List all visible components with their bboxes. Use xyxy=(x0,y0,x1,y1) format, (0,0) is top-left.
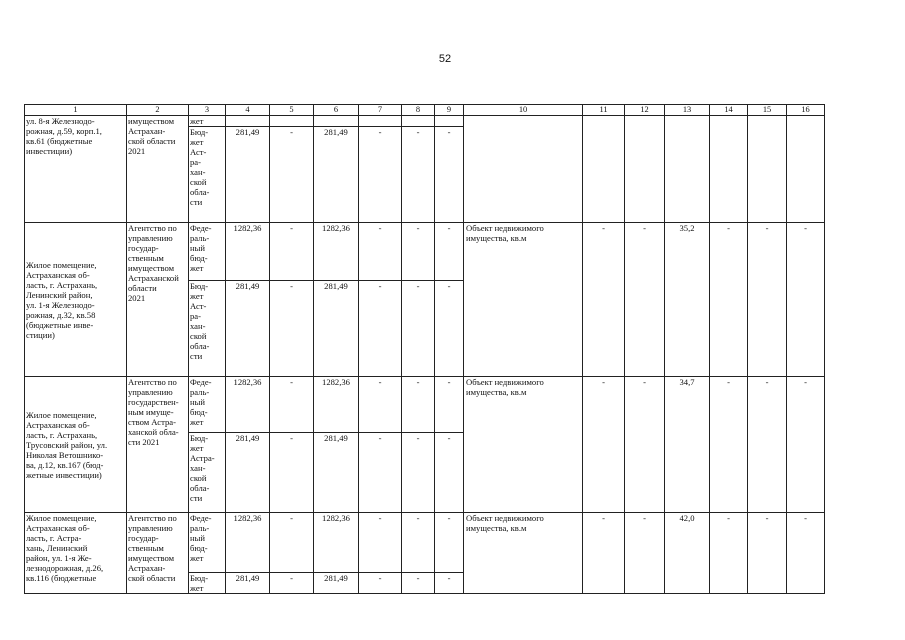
amount-col8: - xyxy=(402,377,435,433)
column-number: 9 xyxy=(435,105,464,116)
column-number: 3 xyxy=(189,105,226,116)
table-row xyxy=(25,116,825,127)
budget-source: Бюд- жет Аст- ра- хан- ской обла- сти xyxy=(189,127,226,223)
object-description: Жилое помещение, Астраханская об- ласть, г. Астрахань, Трусовский район, ул. Николая Ветошнико- ва, д.12, кв.167 (бюд- жетные инвестиции) xyxy=(25,377,127,513)
table-row xyxy=(25,377,825,433)
column-number: 15 xyxy=(748,105,787,116)
amount-col6: 281,49 xyxy=(314,433,359,513)
column-number: 1 xyxy=(25,105,127,116)
amount-col7: - xyxy=(359,433,402,513)
amount-col8: - xyxy=(402,433,435,513)
object-description: Жилое помещение, Астраханская об- ласть, г. Астра- хань, Ленинский район, ул. 1-я Же- лезнодорожная, д.26, кв.116 (бюджетные xyxy=(25,513,127,594)
budget-source: Феде- раль- ный бюд- жет xyxy=(189,223,226,281)
column-number-row xyxy=(25,105,825,116)
page-number: 52 xyxy=(438,53,452,65)
amount-col7: - xyxy=(359,127,402,223)
amount-col6: 281,49 xyxy=(314,127,359,223)
budget-source: Бюд- жет Аст- ра- хан- ской обла- сти xyxy=(189,281,226,377)
unit-of-measure: Объект недвижимого имущества, кв.м xyxy=(464,377,583,513)
agency: Агентство по управлению государ- ственным имуществом Астрахан- ской области xyxy=(127,513,189,594)
amount-col8: - xyxy=(402,223,435,281)
amount-col9: - xyxy=(435,433,464,513)
value-col16: - xyxy=(787,223,825,377)
column-number: 16 xyxy=(787,105,825,116)
amount-col7: - xyxy=(359,281,402,377)
amount-col7: - xyxy=(359,513,402,573)
area-value: 34,7 xyxy=(665,377,710,513)
column-number: 14 xyxy=(710,105,748,116)
amount-col8: - xyxy=(402,127,435,223)
amount-col5: - xyxy=(270,281,314,377)
amount-col4: 1282,36 xyxy=(226,223,270,281)
amount-col4: 281,49 xyxy=(226,127,270,223)
value-col11: - xyxy=(583,513,625,594)
amount-col7: - xyxy=(359,223,402,281)
value-col15: - xyxy=(748,223,787,377)
unit-of-measure: Объект недвижимого имущества, кв.м xyxy=(464,223,583,377)
amount-col9: - xyxy=(435,377,464,433)
value-col14: - xyxy=(710,377,748,513)
object-description: Жилое помещение, Астраханская об- ласть, г. Астрахань, Ленинский район, ул. 1-я Железнодо- рожная, д.32, кв.58 (бюджетные инве- стиции) xyxy=(25,223,127,377)
object-description: ул. 8-я Железнодо- рожная, д.59, корп.1, кв.61 (бюджетные инвестиции) xyxy=(25,116,127,223)
amount-col4: 281,49 xyxy=(226,433,270,513)
agency: Агентство по управлению государствен- ным имуще- ством Астра- ханской обла- сти 2021 xyxy=(127,377,189,513)
budget-source: Феде- раль- ный бюд- жет xyxy=(189,377,226,433)
amount-col5: - xyxy=(270,223,314,281)
amount-col7: - xyxy=(359,377,402,433)
amount-col9: - xyxy=(435,127,464,223)
table-row xyxy=(25,223,825,281)
value-col14: - xyxy=(710,223,748,377)
budget-table xyxy=(24,104,825,594)
area-value: 35,2 xyxy=(665,223,710,377)
amount-col4: 281,49 xyxy=(226,281,270,377)
column-number: 11 xyxy=(583,105,625,116)
column-number: 13 xyxy=(665,105,710,116)
amount-col5: - xyxy=(270,433,314,513)
budget-source: жет xyxy=(189,116,226,127)
table-row xyxy=(25,513,825,573)
value-col12: - xyxy=(625,223,665,377)
amount-col6: 281,49 xyxy=(314,573,359,594)
amount-col5: - xyxy=(270,513,314,573)
value-col11: - xyxy=(583,377,625,513)
column-number: 4 xyxy=(226,105,270,116)
amount-col5: - xyxy=(270,377,314,433)
amount-col7: - xyxy=(359,573,402,594)
amount-col5: - xyxy=(270,127,314,223)
budget-source: Феде- раль- ный бюд- жет xyxy=(189,513,226,573)
column-number: 6 xyxy=(314,105,359,116)
column-number: 5 xyxy=(270,105,314,116)
unit-of-measure: Объект недвижимого имущества, кв.м xyxy=(464,513,583,594)
value-col16: - xyxy=(787,513,825,594)
amount-col6: 1282,36 xyxy=(314,377,359,433)
amount-col9: - xyxy=(435,513,464,573)
value-col14: - xyxy=(710,513,748,594)
value-col12: - xyxy=(625,513,665,594)
value-col16: - xyxy=(787,377,825,513)
amount-col8: - xyxy=(402,573,435,594)
amount-col6: 281,49 xyxy=(314,281,359,377)
amount-col9: - xyxy=(435,573,464,594)
budget-source: Бюд- жет xyxy=(189,573,226,594)
area-value: 42,0 xyxy=(665,513,710,594)
column-number: 10 xyxy=(464,105,583,116)
value-col15: - xyxy=(748,377,787,513)
budget-source: Бюд- жет Астра- хан- ской обла- сти xyxy=(189,433,226,513)
amount-col6: 1282,36 xyxy=(314,513,359,573)
amount-col9: - xyxy=(435,281,464,377)
agency: Агентство по управлению государ- ственным имуществом Астраханской области 2021 xyxy=(127,223,189,377)
amount-col9: - xyxy=(435,223,464,281)
amount-col8: - xyxy=(402,281,435,377)
column-number: 12 xyxy=(625,105,665,116)
amount-col4: 1282,36 xyxy=(226,513,270,573)
column-number: 2 xyxy=(127,105,189,116)
column-number: 7 xyxy=(359,105,402,116)
amount-col5: - xyxy=(270,573,314,594)
agency: имуществом Астрахан- ской области 2021 xyxy=(127,116,189,223)
value-col11: - xyxy=(583,223,625,377)
amount-col4: 281,49 xyxy=(226,573,270,594)
column-number: 8 xyxy=(402,105,435,116)
amount-col8: - xyxy=(402,513,435,573)
amount-col4: 1282,36 xyxy=(226,377,270,433)
amount-col6: 1282,36 xyxy=(314,223,359,281)
value-col15: - xyxy=(748,513,787,594)
value-col12: - xyxy=(625,377,665,513)
